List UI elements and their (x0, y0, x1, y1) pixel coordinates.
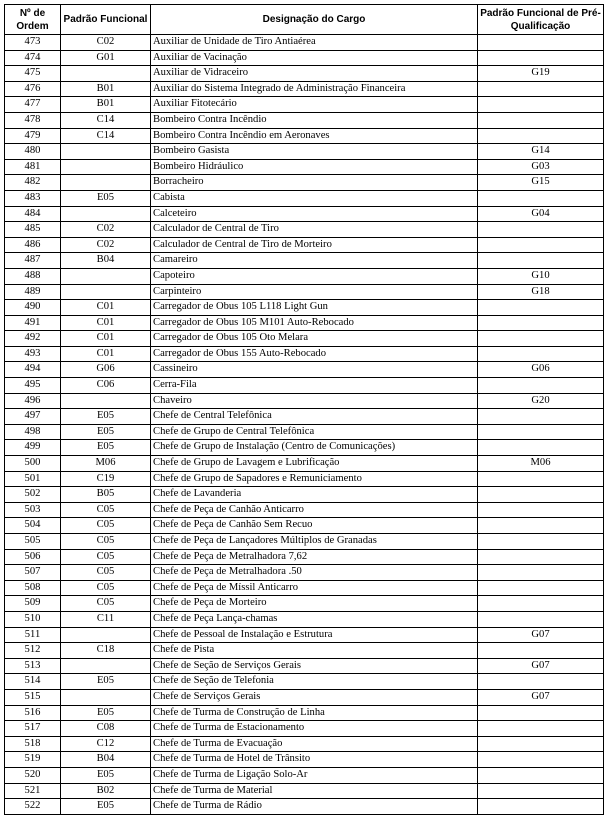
table-row (5, 222, 604, 238)
cell-designacao: Bombeiro Gasista (151, 144, 478, 160)
cell-designacao: Chefe de Turma de Ligação Solo-Ar (151, 767, 478, 783)
cell-padrao-funcional: C05 (61, 549, 151, 565)
cell-designacao: Chefe de Peça de Morteiro (151, 596, 478, 612)
cell-designacao: Chefe de Lavanderia (151, 487, 478, 503)
cell-pre-qualificacao: G04 (478, 206, 604, 222)
cell-padrao-funcional: C18 (61, 643, 151, 659)
table-row (5, 674, 604, 690)
table-row (5, 409, 604, 425)
cell-designacao: Chefe de Turma de Estacionamento (151, 721, 478, 737)
table-row (5, 471, 604, 487)
cell-padrao-funcional: C14 (61, 112, 151, 128)
header-pre-qualificacao: Padrão Funcional de Pré-Qualificação (478, 5, 604, 35)
cell-designacao: Calceteiro (151, 206, 478, 222)
table-row (5, 783, 604, 799)
cell-designacao: Carregador de Obus 105 L118 Light Gun (151, 300, 478, 316)
cell-padrao-funcional (61, 284, 151, 300)
cell-padrao-funcional: C02 (61, 222, 151, 238)
cell-designacao: Chefe de Turma de Evacuação (151, 736, 478, 752)
cell-pre-qualificacao: G10 (478, 268, 604, 284)
cell-designacao: Cassineiro (151, 362, 478, 378)
cell-ordem: 476 (5, 81, 61, 97)
cell-padrao-funcional: G01 (61, 50, 151, 66)
cell-ordem: 482 (5, 175, 61, 191)
cell-ordem: 496 (5, 393, 61, 409)
cell-designacao: Auxiliar Fitotecário (151, 97, 478, 113)
cell-ordem: 488 (5, 268, 61, 284)
cell-designacao: Chefe de Peça de Míssil Anticarro (151, 580, 478, 596)
table-row (5, 440, 604, 456)
cell-ordem: 522 (5, 799, 61, 815)
table-row (5, 300, 604, 316)
cell-pre-qualificacao (478, 518, 604, 534)
table-row (5, 97, 604, 113)
cell-ordem: 477 (5, 97, 61, 113)
cell-ordem: 510 (5, 611, 61, 627)
cell-ordem: 506 (5, 549, 61, 565)
cell-pre-qualificacao (478, 799, 604, 815)
cell-ordem: 511 (5, 627, 61, 643)
table-row (5, 66, 604, 82)
cell-ordem: 504 (5, 518, 61, 534)
table-row (5, 518, 604, 534)
cell-padrao-funcional (61, 159, 151, 175)
cell-ordem: 519 (5, 752, 61, 768)
cell-ordem: 487 (5, 253, 61, 269)
cell-pre-qualificacao (478, 190, 604, 206)
cell-padrao-funcional: C05 (61, 518, 151, 534)
table-row (5, 580, 604, 596)
cell-padrao-funcional (61, 144, 151, 160)
cell-padrao-funcional: C01 (61, 315, 151, 331)
cell-padrao-funcional: C05 (61, 580, 151, 596)
cell-padrao-funcional (61, 206, 151, 222)
cell-designacao: Camareiro (151, 253, 478, 269)
cell-pre-qualificacao: G14 (478, 144, 604, 160)
cell-pre-qualificacao (478, 253, 604, 269)
cell-pre-qualificacao (478, 611, 604, 627)
cell-pre-qualificacao (478, 752, 604, 768)
cell-padrao-funcional: C01 (61, 331, 151, 347)
cell-pre-qualificacao (478, 565, 604, 581)
cell-ordem: 498 (5, 424, 61, 440)
table-row (5, 346, 604, 362)
cell-designacao: Bombeiro Contra Incêndio em Aeronaves (151, 128, 478, 144)
cell-ordem: 492 (5, 331, 61, 347)
cell-padrao-funcional: E05 (61, 674, 151, 690)
table-row (5, 331, 604, 347)
cell-designacao: Chefe de Turma de Construção de Linha (151, 705, 478, 721)
cell-pre-qualificacao (478, 549, 604, 565)
cell-padrao-funcional: C02 (61, 237, 151, 253)
cell-pre-qualificacao (478, 705, 604, 721)
cell-designacao: Chefe de Seção de Telefonia (151, 674, 478, 690)
cell-pre-qualificacao (478, 237, 604, 253)
cell-padrao-funcional: C12 (61, 736, 151, 752)
cell-ordem: 517 (5, 721, 61, 737)
cell-designacao: Chefe de Peça de Lançadores Múltiplos de Granadas (151, 534, 478, 550)
cell-pre-qualificacao: M06 (478, 456, 604, 472)
table-row (5, 144, 604, 160)
cell-designacao: Chefe de Turma de Material (151, 783, 478, 799)
cell-ordem: 490 (5, 300, 61, 316)
cell-designacao: Carregador de Obus 105 M101 Auto-Rebocado (151, 315, 478, 331)
cell-designacao: Chefe de Pessoal de Instalação e Estrutura (151, 627, 478, 643)
cell-ordem: 508 (5, 580, 61, 596)
cell-pre-qualificacao: G03 (478, 159, 604, 175)
cell-designacao: Chefe de Pista (151, 643, 478, 659)
cell-pre-qualificacao: G07 (478, 658, 604, 674)
cell-ordem: 473 (5, 35, 61, 51)
cell-designacao: Carpinteiro (151, 284, 478, 300)
cell-padrao-funcional: M06 (61, 456, 151, 472)
cell-pre-qualificacao (478, 50, 604, 66)
cell-padrao-funcional: C05 (61, 565, 151, 581)
cell-pre-qualificacao (478, 315, 604, 331)
table-row (5, 549, 604, 565)
cell-padrao-funcional: E05 (61, 190, 151, 206)
cargo-table (4, 4, 604, 815)
table-row (5, 50, 604, 66)
cell-padrao-funcional (61, 175, 151, 191)
header-padrao-funcional: Padrão Funcional (61, 5, 151, 35)
cell-padrao-funcional (61, 689, 151, 705)
table-row (5, 253, 604, 269)
cell-designacao: Chaveiro (151, 393, 478, 409)
cell-designacao: Bombeiro Contra Incêndio (151, 112, 478, 128)
cell-pre-qualificacao (478, 378, 604, 394)
cell-pre-qualificacao (478, 81, 604, 97)
cell-pre-qualificacao: G06 (478, 362, 604, 378)
cell-designacao: Auxiliar de Vidraceiro (151, 66, 478, 82)
cell-pre-qualificacao (478, 674, 604, 690)
cell-ordem: 512 (5, 643, 61, 659)
cell-padrao-funcional: B02 (61, 783, 151, 799)
cell-ordem: 495 (5, 378, 61, 394)
table-row (5, 736, 604, 752)
cell-ordem: 499 (5, 440, 61, 456)
cell-padrao-funcional: C08 (61, 721, 151, 737)
cell-designacao: Capoteiro (151, 268, 478, 284)
table-row (5, 128, 604, 144)
cell-designacao: Chefe de Peça de Canhão Anticarro (151, 502, 478, 518)
cell-pre-qualificacao: G15 (478, 175, 604, 191)
cell-pre-qualificacao (478, 736, 604, 752)
cell-pre-qualificacao: G07 (478, 627, 604, 643)
cell-pre-qualificacao (478, 487, 604, 503)
cell-pre-qualificacao (478, 128, 604, 144)
cell-designacao: Chefe de Seção de Serviços Gerais (151, 658, 478, 674)
cell-padrao-funcional: C11 (61, 611, 151, 627)
cell-designacao: Chefe de Grupo de Sapadores e Remuniciamento (151, 471, 478, 487)
table-row (5, 190, 604, 206)
header-designacao: Designação do Cargo (151, 5, 478, 35)
cell-padrao-funcional: B04 (61, 253, 151, 269)
table-row (5, 643, 604, 659)
cell-ordem: 502 (5, 487, 61, 503)
cell-ordem: 520 (5, 767, 61, 783)
table-row (5, 611, 604, 627)
cell-padrao-funcional: E05 (61, 409, 151, 425)
cell-pre-qualificacao (478, 580, 604, 596)
cell-pre-qualificacao (478, 721, 604, 737)
table-row (5, 284, 604, 300)
cell-padrao-funcional (61, 658, 151, 674)
cell-designacao: Calculador de Central de Tiro de Morteiro (151, 237, 478, 253)
cell-ordem: 513 (5, 658, 61, 674)
table-row (5, 565, 604, 581)
cell-padrao-funcional (61, 393, 151, 409)
cell-designacao: Chefe de Turma de Rádio (151, 799, 478, 815)
table-body (5, 35, 604, 815)
cell-ordem: 475 (5, 66, 61, 82)
cell-designacao: Cabista (151, 190, 478, 206)
cell-ordem: 484 (5, 206, 61, 222)
cell-ordem: 501 (5, 471, 61, 487)
cell-padrao-funcional: B01 (61, 81, 151, 97)
cell-designacao: Chefe de Turma de Hotel de Trânsito (151, 752, 478, 768)
cell-padrao-funcional: C01 (61, 300, 151, 316)
cell-ordem: 483 (5, 190, 61, 206)
cell-pre-qualificacao (478, 471, 604, 487)
cell-ordem: 515 (5, 689, 61, 705)
cell-ordem: 518 (5, 736, 61, 752)
cell-designacao: Carregador de Obus 155 Auto-Rebocado (151, 346, 478, 362)
cell-ordem: 489 (5, 284, 61, 300)
cell-padrao-funcional: C05 (61, 534, 151, 550)
table-row (5, 502, 604, 518)
cell-pre-qualificacao (478, 643, 604, 659)
table-row (5, 658, 604, 674)
cell-ordem: 485 (5, 222, 61, 238)
cell-designacao: Chefe de Serviços Gerais (151, 689, 478, 705)
cell-designacao: Chefe de Peça de Metralhadora .50 (151, 565, 478, 581)
cell-designacao: Auxiliar do Sistema Integrado de Administração Financeira (151, 81, 478, 97)
cell-designacao: Chefe de Grupo de Lavagem e Lubrificação (151, 456, 478, 472)
cell-pre-qualificacao (478, 112, 604, 128)
cell-pre-qualificacao (478, 97, 604, 113)
cell-ordem: 480 (5, 144, 61, 160)
cell-padrao-funcional: C06 (61, 378, 151, 394)
cell-ordem: 481 (5, 159, 61, 175)
cell-padrao-funcional: B05 (61, 487, 151, 503)
table-row (5, 362, 604, 378)
table-row (5, 159, 604, 175)
table-row (5, 721, 604, 737)
cell-ordem: 521 (5, 783, 61, 799)
cell-designacao: Cerra-Fila (151, 378, 478, 394)
table-row (5, 456, 604, 472)
cell-pre-qualificacao (478, 767, 604, 783)
table-row (5, 689, 604, 705)
cell-padrao-funcional: E05 (61, 705, 151, 721)
cell-padrao-funcional: G06 (61, 362, 151, 378)
cell-padrao-funcional: E05 (61, 440, 151, 456)
header-ordem: Nº de Ordem (5, 5, 61, 35)
table-row (5, 206, 604, 222)
cell-designacao: Chefe de Grupo de Instalação (Centro de Comunicações) (151, 440, 478, 456)
table-row (5, 534, 604, 550)
table-row (5, 627, 604, 643)
cell-padrao-funcional: B04 (61, 752, 151, 768)
cell-designacao: Calculador de Central de Tiro (151, 222, 478, 238)
cell-pre-qualificacao (478, 783, 604, 799)
cell-designacao: Chefe de Peça Lança-chamas (151, 611, 478, 627)
table-row (5, 393, 604, 409)
cell-ordem: 503 (5, 502, 61, 518)
cell-ordem: 474 (5, 50, 61, 66)
cell-padrao-funcional: C19 (61, 471, 151, 487)
cell-padrao-funcional: E05 (61, 424, 151, 440)
cell-designacao: Chefe de Central Telefônica (151, 409, 478, 425)
cell-designacao: Auxiliar de Vacinação (151, 50, 478, 66)
table-row (5, 378, 604, 394)
cell-pre-qualificacao (478, 222, 604, 238)
table-row (5, 112, 604, 128)
table-row (5, 487, 604, 503)
table-row (5, 81, 604, 97)
cell-ordem: 494 (5, 362, 61, 378)
cell-ordem: 478 (5, 112, 61, 128)
table-row (5, 315, 604, 331)
cell-designacao: Auxiliar de Unidade de Tiro Antiaérea (151, 35, 478, 51)
cell-ordem: 491 (5, 315, 61, 331)
cell-pre-qualificacao (478, 502, 604, 518)
cell-pre-qualificacao: G07 (478, 689, 604, 705)
cell-padrao-funcional: C05 (61, 502, 151, 518)
cell-designacao: Borracheiro (151, 175, 478, 191)
cell-padrao-funcional: E05 (61, 767, 151, 783)
cell-ordem: 493 (5, 346, 61, 362)
cell-pre-qualificacao (478, 440, 604, 456)
cell-padrao-funcional (61, 268, 151, 284)
cell-ordem: 509 (5, 596, 61, 612)
cell-pre-qualificacao (478, 596, 604, 612)
header-row (5, 5, 604, 35)
cell-ordem: 479 (5, 128, 61, 144)
cell-padrao-funcional: C05 (61, 596, 151, 612)
cell-padrao-funcional: C01 (61, 346, 151, 362)
table-row (5, 35, 604, 51)
cell-ordem: 514 (5, 674, 61, 690)
cell-ordem: 497 (5, 409, 61, 425)
cell-padrao-funcional: B01 (61, 97, 151, 113)
cell-ordem: 505 (5, 534, 61, 550)
cell-ordem: 486 (5, 237, 61, 253)
cell-ordem: 516 (5, 705, 61, 721)
cell-pre-qualificacao (478, 534, 604, 550)
table-row (5, 424, 604, 440)
table-row (5, 767, 604, 783)
table-row (5, 268, 604, 284)
cell-padrao-funcional (61, 627, 151, 643)
cell-ordem: 500 (5, 456, 61, 472)
cell-designacao: Chefe de Peça de Canhão Sem Recuo (151, 518, 478, 534)
table-row (5, 799, 604, 815)
cell-designacao: Bombeiro Hidráulico (151, 159, 478, 175)
cell-pre-qualificacao: G18 (478, 284, 604, 300)
cell-designacao: Carregador de Obus 105 Oto Melara (151, 331, 478, 347)
cell-padrao-funcional (61, 66, 151, 82)
table-row (5, 596, 604, 612)
cell-pre-qualificacao (478, 409, 604, 425)
cell-designacao: Chefe de Peça de Metralhadora 7,62 (151, 549, 478, 565)
cell-padrao-funcional: C02 (61, 35, 151, 51)
cell-padrao-funcional: C14 (61, 128, 151, 144)
table-row (5, 705, 604, 721)
cell-pre-qualificacao (478, 331, 604, 347)
cell-ordem: 507 (5, 565, 61, 581)
table-row (5, 752, 604, 768)
table-row (5, 175, 604, 191)
cell-pre-qualificacao: G19 (478, 66, 604, 82)
cell-pre-qualificacao: G20 (478, 393, 604, 409)
cell-padrao-funcional: E05 (61, 799, 151, 815)
cell-designacao: Chefe de Grupo de Central Telefônica (151, 424, 478, 440)
cell-pre-qualificacao (478, 424, 604, 440)
table-row (5, 237, 604, 253)
cell-pre-qualificacao (478, 346, 604, 362)
cell-pre-qualificacao (478, 300, 604, 316)
cell-pre-qualificacao (478, 35, 604, 51)
